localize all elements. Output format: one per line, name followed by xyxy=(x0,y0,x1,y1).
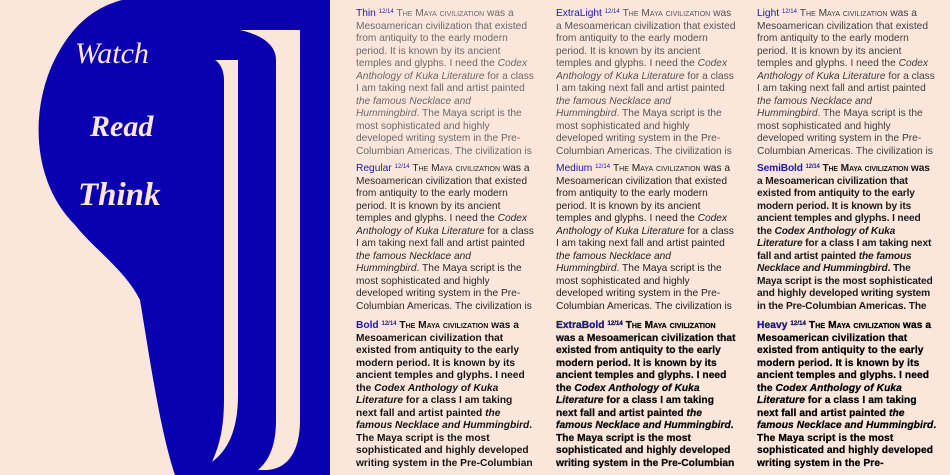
text-run: for a class I am taking next fall and artist painted xyxy=(356,395,513,419)
text-run: . The Maya script is the most sophisticated and highly developed writing system in the Pre-Columbian xyxy=(556,420,735,468)
lead-in: The Maya civilization xyxy=(399,320,489,331)
italic-run: Codex Anthology of Kuka Literature xyxy=(356,58,528,82)
size-label: 12/14 xyxy=(790,321,806,327)
lead-in: The Maya civilization xyxy=(412,163,501,174)
italic-run: Codex Anthology of Kuka Literature xyxy=(757,225,896,250)
italic-run: Codex Anthology of Kuka Literature xyxy=(556,58,728,82)
text-run: for a class I am taking next fall and artist painted xyxy=(757,70,935,95)
text-run: for a class I am taking next fall and artist painted xyxy=(757,238,932,262)
italic-run: Codex Anthology of Kuka Literature xyxy=(757,382,902,407)
italic-run: the famous Necklace and Hummingbird xyxy=(356,407,530,432)
size-label: 12/14 xyxy=(604,9,620,15)
text-run: was a Mesoamerican civilization that existed from antiquity to the early modern period. It is known by its ancient temples and glyphs. I need the xyxy=(556,332,736,394)
italic-run: Codex Anthology of Kuka Literature xyxy=(356,213,528,237)
text-run: . The Maya script is the most sophisticated and highly developed writing system in the Pre-Columbian Americas. The civilization is xyxy=(556,108,732,156)
specimen-block-bold xyxy=(356,318,536,468)
lead-in: The Maya civilization xyxy=(822,163,909,174)
decorative-glyph-icon xyxy=(39,0,330,475)
specimen-block-extrabold xyxy=(556,318,736,468)
size-label: 12/14 xyxy=(805,164,820,170)
size-label: 12/14 xyxy=(378,9,394,15)
lead-in: The Maya civilization xyxy=(622,8,711,19)
lead-in: The Maya civilization xyxy=(799,8,888,19)
italic-run: the famous Necklace and Hummingbird xyxy=(356,250,471,275)
hero-word: Watch xyxy=(75,37,149,70)
weight-name: Medium xyxy=(556,163,593,174)
lead-in: The Maya civilization xyxy=(625,320,716,331)
italic-run: Codex Anthology of Kuka Literature xyxy=(757,58,929,82)
text-run: . The Maya script is the most sophisticated and highly developed writing system in the Pre-Columbian Americas. The civilization is xyxy=(356,263,532,311)
italic-run: the famous Necklace and Hummingbird xyxy=(757,407,934,432)
text-run: for a class I am taking next fall and artist painted xyxy=(757,395,917,419)
weight-name: Thin xyxy=(356,8,376,19)
text-run: for a class I am taking next fall and artist painted xyxy=(556,395,714,419)
specimen-block-light xyxy=(757,6,937,156)
italic-run: Codex Anthology of Kuka Literature xyxy=(556,213,728,237)
weight-name: Heavy xyxy=(757,320,788,331)
text-run: . The Maya script is the most sophisticated and highly developed writing system in the Pre-Columbian Americas. The civilization is xyxy=(556,263,732,311)
specimen-block-extralight xyxy=(556,6,736,156)
italic-run: the famous Necklace and Hummingbird xyxy=(556,95,671,120)
lead-in: The Maya civilization xyxy=(808,320,900,331)
italic-run: the famous Necklace and Hummingbird xyxy=(757,95,872,120)
size-label: 12/14 xyxy=(595,164,611,170)
text-run: . The Maya script is the most sophisticated and highly developed writing system in the Pre- xyxy=(757,420,937,468)
text-run: for a class I am taking next fall and artist painted xyxy=(356,70,534,95)
text-run: was a Mesoamerican civilization that existed from antiquity to the early modern period. It is known by its ancient temples and glyphs. I need the xyxy=(556,163,731,225)
specimen-block-semibold xyxy=(757,161,937,311)
weight-name: ExtraBold xyxy=(556,320,605,331)
text-run: was a Mesoamerican civilization that existed from antiquity to the early modern period. It is known by its ancient temples and glyphs. I need the xyxy=(556,8,736,70)
text-run: for a class I am taking next fall and artist painted xyxy=(556,225,734,250)
weight-name: Light xyxy=(757,8,780,19)
lead-in: The Maya civilization xyxy=(612,163,701,174)
text-run: for a class I am taking next fall and artist painted xyxy=(556,70,734,95)
weight-name: ExtraLight xyxy=(556,8,602,19)
text-run: was a Mesoamerican civilization that existed from antiquity to the early modern period. It is known by its ancient temples and glyphs. I need the xyxy=(757,320,932,394)
text-run: . The Maya script is the most sophisticated and highly developed writing system in the Pre-Columbian Americas. The civilization is xyxy=(757,108,933,156)
weight-name: SemiBold xyxy=(757,163,803,174)
specimen-block-heavy xyxy=(757,318,937,468)
weight-name: Regular xyxy=(356,163,392,174)
specimen-block-medium xyxy=(556,161,736,311)
text-run: was a Mesoamerican civilization that existed from antiquity to the early modern period. It is known by its ancient temples and glyphs. I need the xyxy=(757,163,930,237)
italic-run: the famous Necklace and Hummingbird xyxy=(556,407,731,432)
text-run: was a Mesoamerican civilization that existed from antiquity to the early modern period. It is known by its ancient temples and glyphs. I need the xyxy=(356,8,527,70)
italic-run: Codex Anthology of Kuka Literature xyxy=(356,382,499,407)
size-label: 12/14 xyxy=(607,321,623,327)
text-run: was a Mesoamerican civilization that existed from antiquity to the early modern period. It is known by its ancient temples and glyphs. I need the xyxy=(757,8,928,70)
specimen-block-regular xyxy=(356,161,536,311)
italic-run: the famous Necklace and Hummingbird xyxy=(757,250,912,275)
text-run: . The Maya script is the most sophisticated and highly developed writing system in the Pre-Columbian Americas. The xyxy=(757,263,933,311)
text-run: . The Maya script is the most sophisticated and highly developed writing system in the Pre-Columbian xyxy=(356,420,533,468)
italic-run: the famous Necklace and Hummingbird xyxy=(356,95,471,120)
specimen-block-thin xyxy=(356,6,536,156)
hero-artwork xyxy=(0,0,345,475)
weight-name: Bold xyxy=(356,320,379,331)
size-label: 12/14 xyxy=(381,321,397,327)
lead-in: The Maya civilization xyxy=(396,8,485,19)
text-run: was a Mesoamerican civilization that existed from antiquity to the early modern period. It is known by its ancient temples and glyphs. I need the xyxy=(356,163,530,225)
size-label: 12/14 xyxy=(781,9,797,15)
italic-run: the famous Necklace and Hummingbird xyxy=(556,250,671,275)
italic-run: Codex Anthology of Kuka Literature xyxy=(556,382,700,407)
hero-word: Think xyxy=(78,177,161,213)
text-run: . The Maya script is the most sophisticated and highly developed writing system in the Pre-Columbian Americas. The civilization is xyxy=(356,108,532,156)
text-run: for a class I am taking next fall and artist painted xyxy=(356,225,534,250)
size-label: 12/14 xyxy=(394,164,410,170)
text-run: was a Mesoamerican civilization that existed from antiquity to the early modern period. It is known by its ancient temples and glyphs. I need the xyxy=(356,320,525,394)
hero-word: Read xyxy=(90,110,154,143)
